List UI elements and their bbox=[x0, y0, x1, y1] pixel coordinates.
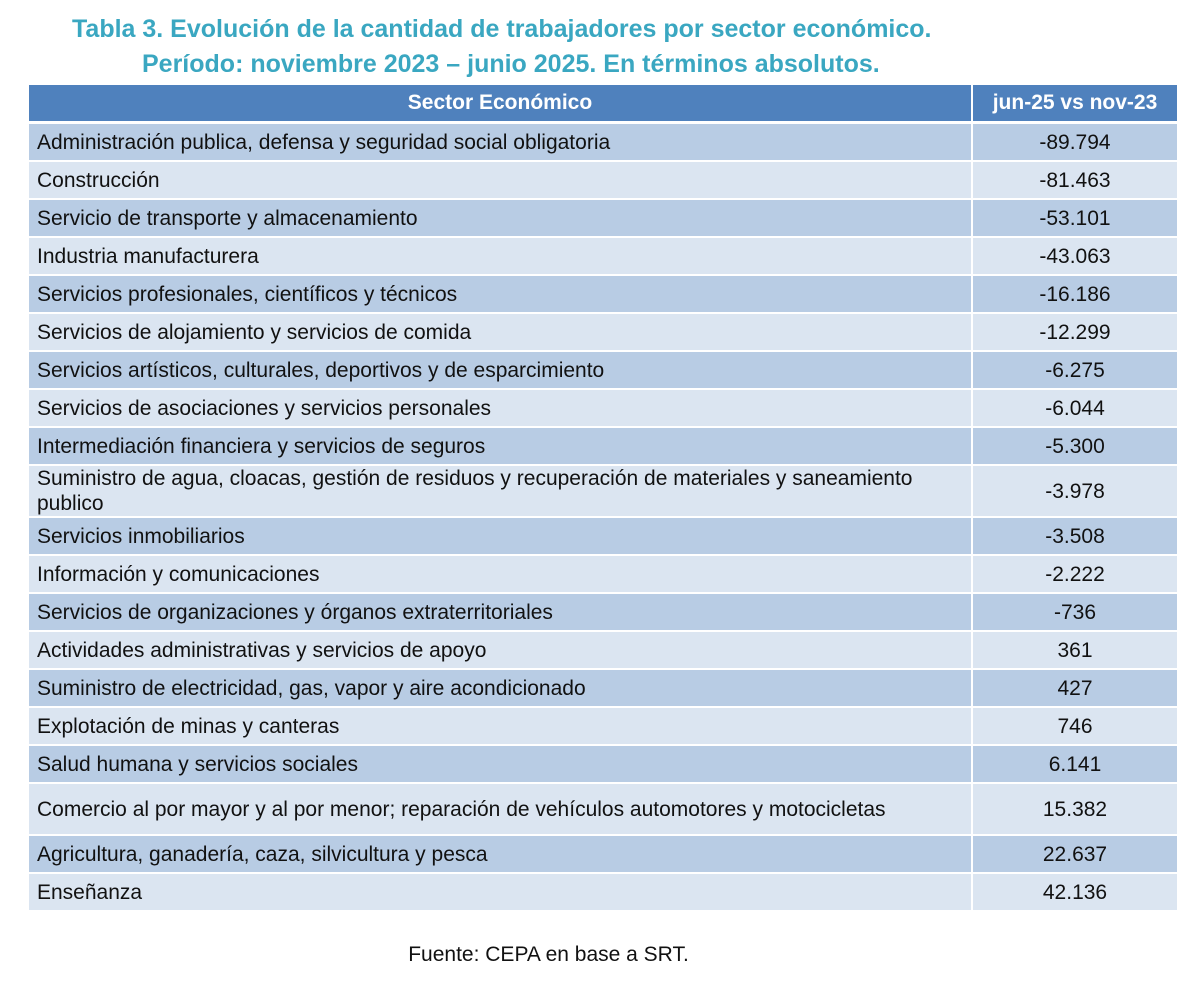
sector-cell: Enseñanza bbox=[29, 873, 972, 910]
table-row bbox=[29, 593, 1177, 631]
value-cell: -89.794 bbox=[972, 123, 1177, 162]
title-line-1: Tabla 3. Evolución de la cantidad de trabajadores por sector económico. bbox=[72, 15, 932, 43]
sector-cell: Servicios de alojamiento y servicios de comida bbox=[29, 313, 972, 351]
header-sector: Sector Económico bbox=[29, 85, 972, 123]
value-cell: -12.299 bbox=[972, 313, 1177, 351]
table-row bbox=[29, 835, 1177, 873]
value-cell: 42.136 bbox=[972, 873, 1177, 910]
table-row bbox=[29, 237, 1177, 275]
workers-by-sector-table bbox=[29, 85, 1177, 910]
sector-cell: Información y comunicaciones bbox=[29, 555, 972, 593]
table-row bbox=[29, 707, 1177, 745]
table-row bbox=[29, 517, 1177, 555]
table-row bbox=[29, 631, 1177, 669]
title-line-2: Período: noviembre 2023 – junio 2025. En términos absolutos. bbox=[142, 50, 880, 78]
value-cell: -2.222 bbox=[972, 555, 1177, 593]
sector-cell: Suministro de agua, cloacas, gestión de residuos y recuperación de materiales y saneamiento publico bbox=[29, 465, 972, 517]
sector-cell: Actividades administrativas y servicios de apoyo bbox=[29, 631, 972, 669]
value-cell: -6.044 bbox=[972, 389, 1177, 427]
sector-cell: Industria manufacturera bbox=[29, 237, 972, 275]
table-row bbox=[29, 669, 1177, 707]
sector-cell: Comercio al por mayor y al por menor; reparación de vehículos automotores y motocicletas bbox=[29, 783, 972, 835]
sector-cell: Servicios de organizaciones y órganos extraterritoriales bbox=[29, 593, 972, 631]
table-row bbox=[29, 123, 1177, 162]
source-note: Fuente: CEPA en base a SRT. bbox=[408, 943, 689, 966]
value-cell: 746 bbox=[972, 707, 1177, 745]
table-row bbox=[29, 745, 1177, 783]
value-cell: 361 bbox=[972, 631, 1177, 669]
table-row bbox=[29, 351, 1177, 389]
sector-cell: Agricultura, ganadería, caza, silvicultura y pesca bbox=[29, 835, 972, 873]
value-cell: -81.463 bbox=[972, 161, 1177, 199]
sector-cell: Servicios de asociaciones y servicios personales bbox=[29, 389, 972, 427]
sector-cell: Servicio de transporte y almacenamiento bbox=[29, 199, 972, 237]
value-cell: -6.275 bbox=[972, 351, 1177, 389]
sector-cell: Servicios inmobiliarios bbox=[29, 517, 972, 555]
header-row bbox=[29, 85, 1177, 123]
value-cell: -43.063 bbox=[972, 237, 1177, 275]
sector-cell: Servicios profesionales, científicos y técnicos bbox=[29, 275, 972, 313]
table-row bbox=[29, 161, 1177, 199]
sector-cell: Administración publica, defensa y seguridad social obligatoria bbox=[29, 123, 972, 162]
value-cell: -5.300 bbox=[972, 427, 1177, 465]
value-cell: -3.508 bbox=[972, 517, 1177, 555]
sector-cell: Intermediación financiera y servicios de seguros bbox=[29, 427, 972, 465]
value-cell: -3.978 bbox=[972, 465, 1177, 517]
table-row bbox=[29, 427, 1177, 465]
table-title bbox=[0, 12, 1197, 82]
table-row bbox=[29, 275, 1177, 313]
value-cell: 22.637 bbox=[972, 835, 1177, 873]
value-cell: -53.101 bbox=[972, 199, 1177, 237]
sector-cell: Explotación de minas y canteras bbox=[29, 707, 972, 745]
table-row bbox=[29, 555, 1177, 593]
value-cell: 15.382 bbox=[972, 783, 1177, 835]
table-row bbox=[29, 313, 1177, 351]
header-change: jun-25 vs nov-23 bbox=[972, 85, 1177, 123]
sector-cell: Construcción bbox=[29, 161, 972, 199]
value-cell: 6.141 bbox=[972, 745, 1177, 783]
table-row bbox=[29, 389, 1177, 427]
value-cell: 427 bbox=[972, 669, 1177, 707]
sector-cell: Salud humana y servicios sociales bbox=[29, 745, 972, 783]
value-cell: -736 bbox=[972, 593, 1177, 631]
sector-cell: Suministro de electricidad, gas, vapor y aire acondicionado bbox=[29, 669, 972, 707]
table-row bbox=[29, 873, 1177, 910]
value-cell: -16.186 bbox=[972, 275, 1177, 313]
table-row bbox=[29, 465, 1177, 517]
table-row bbox=[29, 783, 1177, 835]
sector-cell: Servicios artísticos, culturales, deportivos y de esparcimiento bbox=[29, 351, 972, 389]
table-row bbox=[29, 199, 1177, 237]
